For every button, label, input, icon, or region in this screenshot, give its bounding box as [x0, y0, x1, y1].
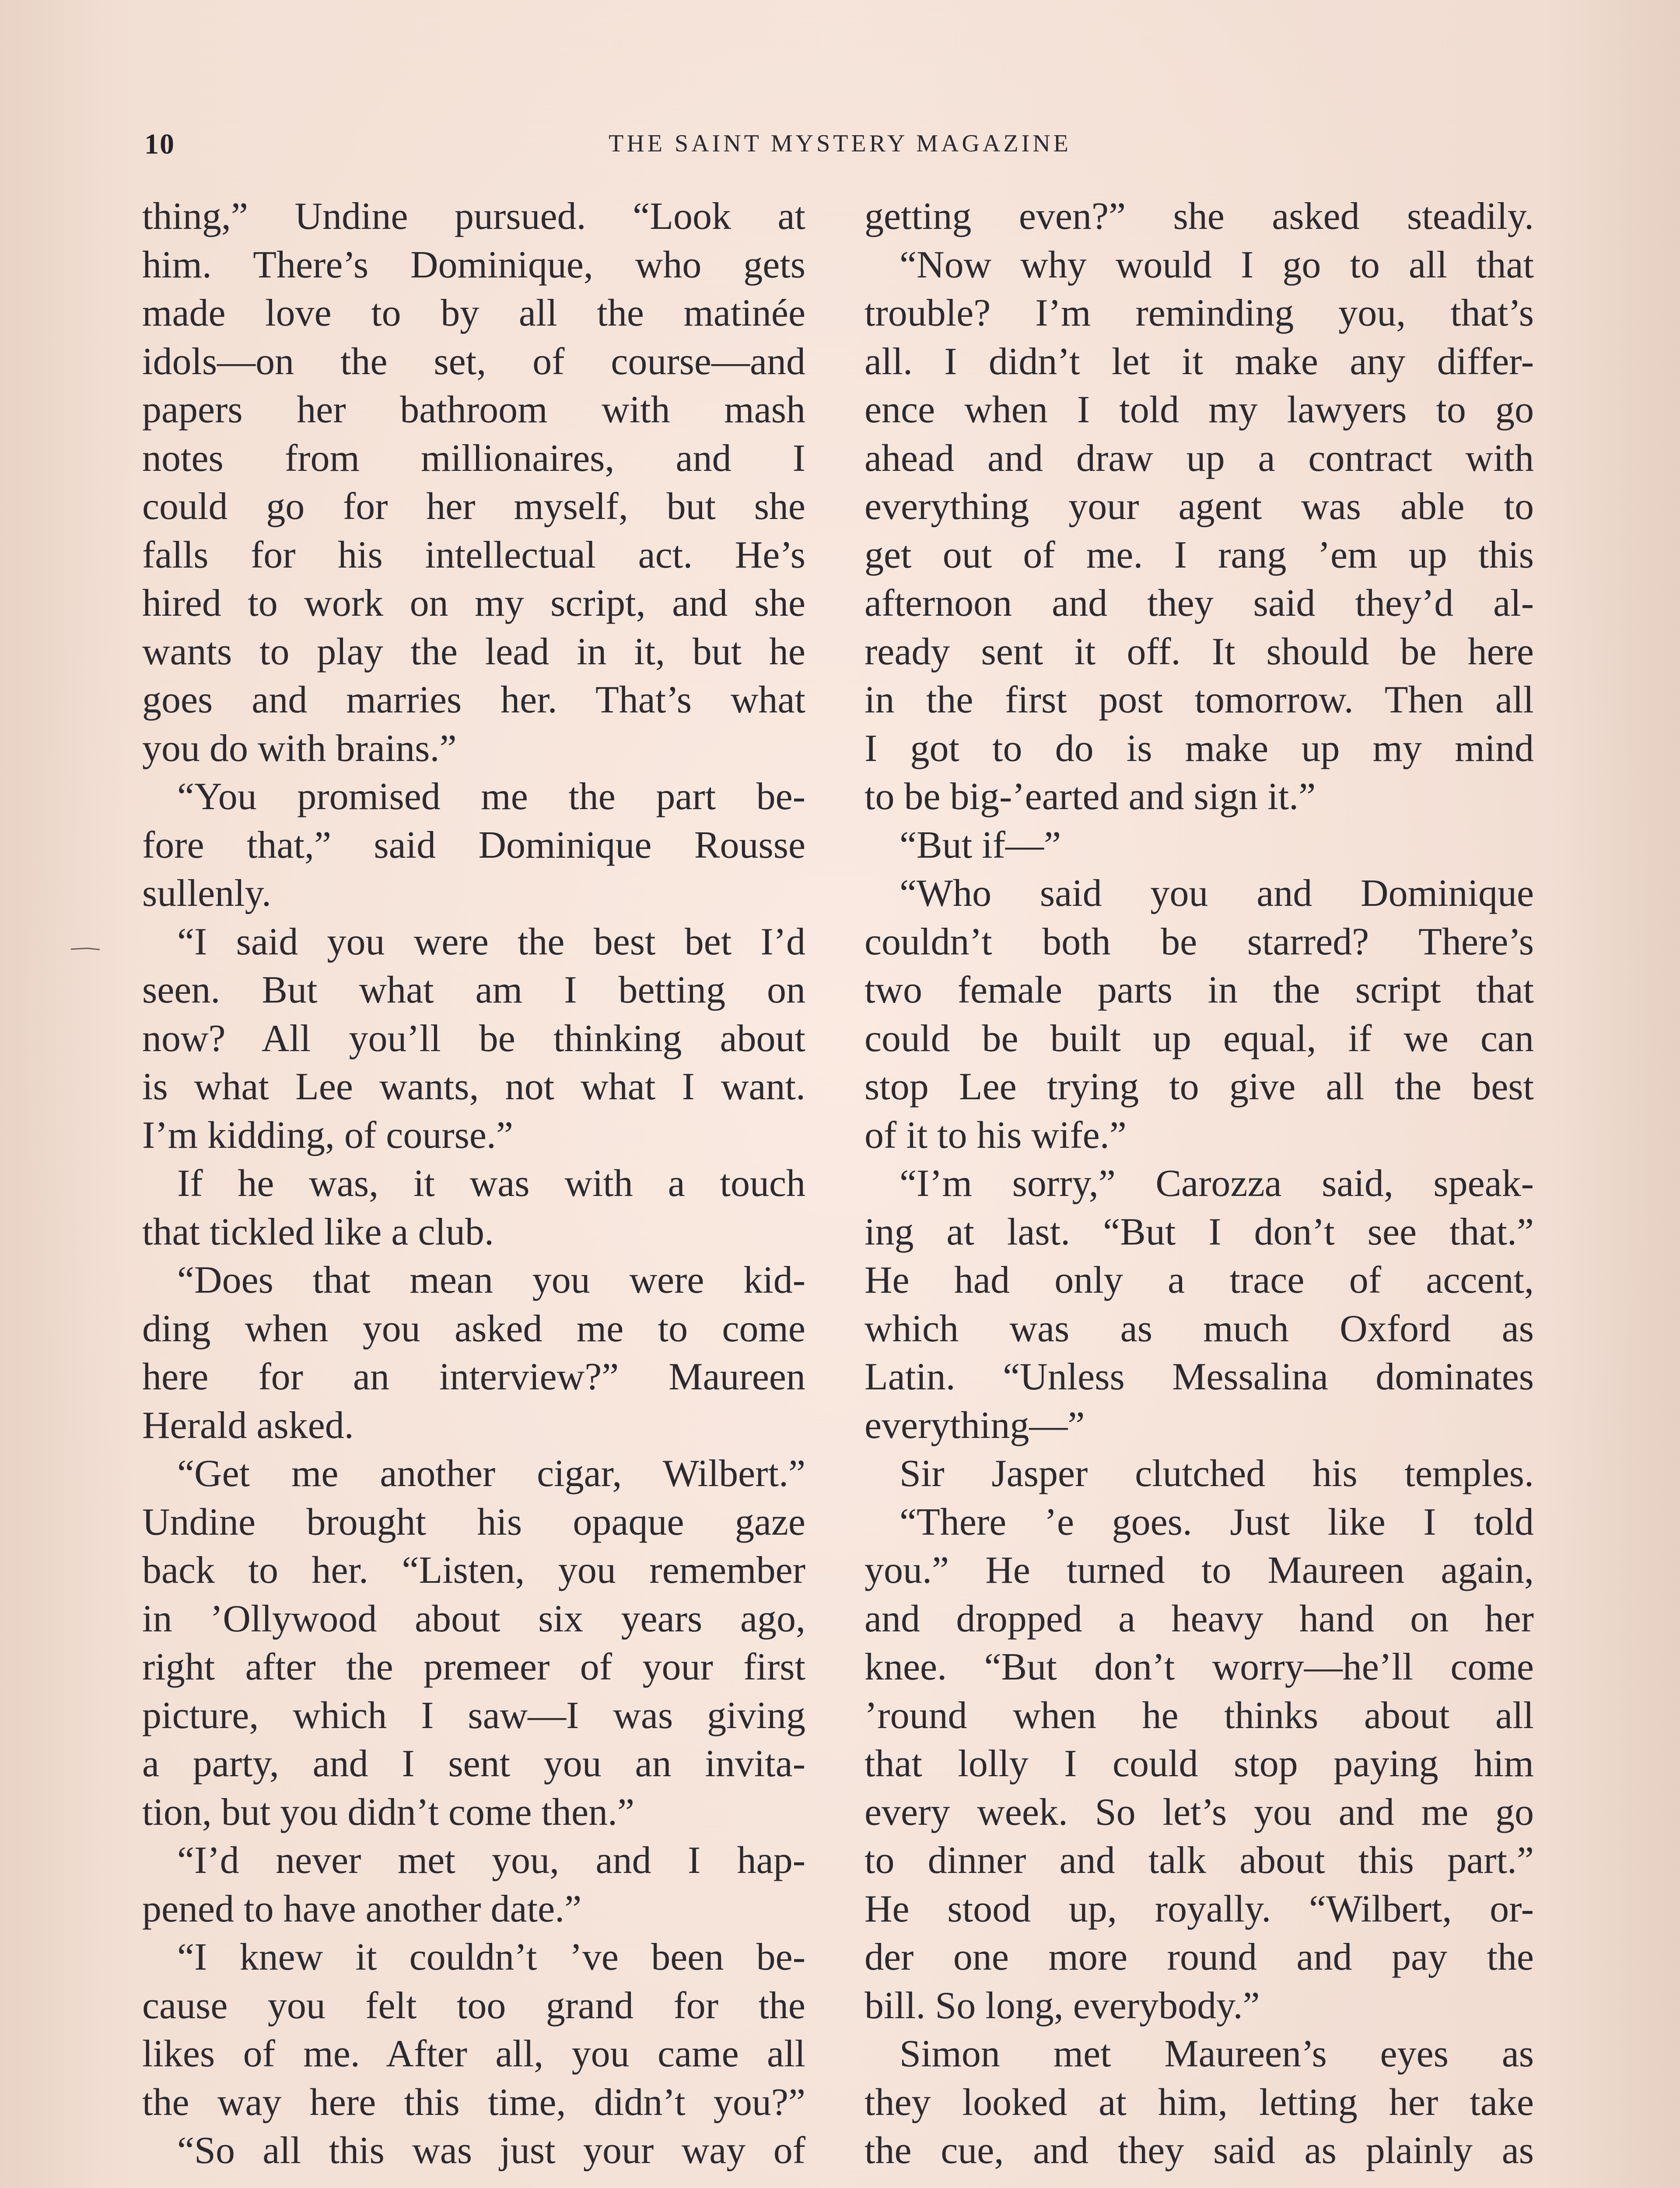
- text-line: likes of me. After all, you came all: [142, 2033, 805, 2075]
- text-line: trouble? I’m reminding you, that’s: [864, 292, 1534, 334]
- text-line: “Now why would I go to all that: [900, 243, 1534, 286]
- text-line: “Who said you and Dominique: [900, 872, 1534, 915]
- text-line: getting even?” she asked steadily.: [864, 195, 1534, 238]
- text-line: every week. So let’s you and me go: [864, 1791, 1534, 1834]
- text-line: Sir Jasper clutched his temples.: [900, 1452, 1534, 1495]
- text-line: could go for her myself, but she: [142, 485, 805, 528]
- text-line: ready sent it off. It should be here: [864, 630, 1534, 673]
- right-text-column: [864, 193, 1534, 2175]
- text-line: ence when I told my lawyers to go: [864, 389, 1534, 431]
- text-line: to be big-’earted and sign it.”: [864, 775, 1316, 818]
- text-line: afternoon and they said they’d al-: [864, 582, 1534, 624]
- text-line: notes from millionaires, and I: [142, 437, 805, 480]
- text-line: back to her. “Listen, you remember: [142, 1549, 805, 1592]
- text-line: falls for his intellectual act. He’s: [142, 533, 805, 576]
- text-line: two female parts in the script that: [864, 969, 1534, 1011]
- text-line: cause you felt too grand for the: [142, 1984, 805, 2027]
- text-line: the cue, and they said as plainly as: [864, 2129, 1534, 2172]
- text-line: papers her bathroom with mash: [142, 389, 805, 431]
- text-line: in the first post tomorrow. Then all: [864, 679, 1534, 721]
- text-line: “Get me another cigar, Wilbert.”: [177, 1452, 805, 1495]
- text-line: “Does that mean you were kid-: [177, 1259, 805, 1301]
- running-head: [144, 128, 1536, 167]
- text-line: could be built up equal, if we can: [864, 1017, 1534, 1060]
- text-line: idols—on the set, of course—and: [142, 340, 805, 383]
- text-line: a party, and I sent you an invita-: [142, 1743, 805, 1785]
- text-line: “There ’e goes. Just like I told: [900, 1501, 1534, 1543]
- text-line: in ’Ollywood about six years ago,: [142, 1597, 805, 1640]
- text-line: “I said you were the best bet I’d: [177, 920, 805, 963]
- text-line: Latin. “Unless Messalina dominates: [864, 1356, 1534, 1398]
- text-line: I got to do is make up my mind: [864, 727, 1534, 770]
- text-line: you.” He turned to Maureen again,: [864, 1549, 1534, 1592]
- margin-mark: [70, 936, 101, 942]
- text-line: “I’d never met you, and I hap-: [177, 1839, 805, 1882]
- text-line: wants to play the lead in it, but he: [142, 630, 805, 673]
- text-line: He stood up, royally. “Wilbert, or-: [864, 1887, 1534, 1930]
- text-line: Herald asked.: [142, 1404, 354, 1447]
- text-line: He had only a trace of accent,: [864, 1259, 1534, 1301]
- text-line: to dinner and talk about this part.”: [864, 1839, 1534, 1882]
- text-line: If he was, it was with a touch: [177, 1162, 805, 1205]
- text-line: everything your agent was able to: [864, 485, 1534, 528]
- text-line: stop Lee trying to give all the best: [864, 1066, 1534, 1108]
- text-line: him. There’s Dominique, who gets: [142, 243, 805, 286]
- text-line: knee. “But don’t worry—he’ll come: [864, 1646, 1534, 1688]
- text-line: goes and marries her. That’s what: [142, 679, 805, 721]
- text-line: I’m kidding, of course.”: [142, 1114, 513, 1157]
- text-line: fore that,” said Dominique Rousse: [142, 824, 805, 866]
- text-line: sullenly.: [142, 872, 271, 915]
- text-line: thing,” Undine pursued. “Look at: [142, 195, 805, 238]
- text-line: seen. But what am I betting on: [142, 969, 805, 1011]
- text-line: the way here this time, didn’t you?”: [142, 2081, 805, 2124]
- text-line: ’round when he thinks about all: [864, 1694, 1534, 1737]
- page-number: 10: [144, 128, 175, 160]
- text-line: right after the premeer of your first: [142, 1646, 805, 1688]
- text-line: der one more round and pay the: [864, 1936, 1534, 1978]
- text-line: bill. So long, everybody.”: [864, 1984, 1260, 2027]
- text-line: of it to his wife.”: [864, 1114, 1127, 1157]
- text-line: made love to by all the matinée: [142, 292, 805, 334]
- text-line: ding when you asked me to come: [142, 1307, 805, 1350]
- text-line: that lolly I could stop paying him: [864, 1743, 1534, 1785]
- text-line: ahead and draw up a contract with: [864, 437, 1534, 480]
- text-line: “You promised me the part be-: [177, 775, 805, 818]
- text-line: you do with brains.”: [142, 727, 457, 770]
- text-line: all. I didn’t let it make any differ-: [864, 340, 1534, 383]
- text-line: which was as much Oxford as: [864, 1307, 1534, 1350]
- text-line: they looked at him, letting her take: [864, 2081, 1534, 2124]
- text-line: everything—”: [864, 1404, 1085, 1447]
- text-line: and dropped a heavy hand on her: [864, 1597, 1534, 1640]
- text-line: Simon met Maureen’s eyes as: [900, 2033, 1534, 2075]
- text-line: that tickled like a club.: [142, 1210, 494, 1253]
- text-line: now? All you’ll be thinking about: [142, 1017, 805, 1060]
- text-line: “But if—”: [900, 824, 1061, 866]
- left-text-column: [142, 193, 805, 2175]
- text-line: pened to have another date.”: [142, 1887, 582, 1930]
- text-line: tion, but you didn’t come then.”: [142, 1791, 635, 1834]
- text-line: “I knew it couldn’t ’ve been be-: [177, 1936, 805, 1978]
- text-line: “I’m sorry,” Carozza said, speak-: [900, 1162, 1534, 1205]
- text-line: couldn’t both be starred? There’s: [864, 920, 1534, 963]
- text-line: hired to work on my script, and she: [142, 582, 805, 624]
- text-line: picture, which I saw—I was giving: [142, 1694, 805, 1737]
- magazine-title: THE SAINT MYSTERY MAGAZINE: [609, 130, 1071, 157]
- text-line: Undine brought his opaque gaze: [142, 1501, 805, 1543]
- text-line: is what Lee wants, not what I want.: [142, 1066, 805, 1108]
- text-line: here for an interview?” Maureen: [142, 1356, 805, 1398]
- text-line: get out of me. I rang ’em up this: [864, 533, 1534, 576]
- text-line: “So all this was just your way of: [177, 2129, 805, 2172]
- text-line: ing at last. “But I don’t see that.”: [864, 1210, 1534, 1253]
